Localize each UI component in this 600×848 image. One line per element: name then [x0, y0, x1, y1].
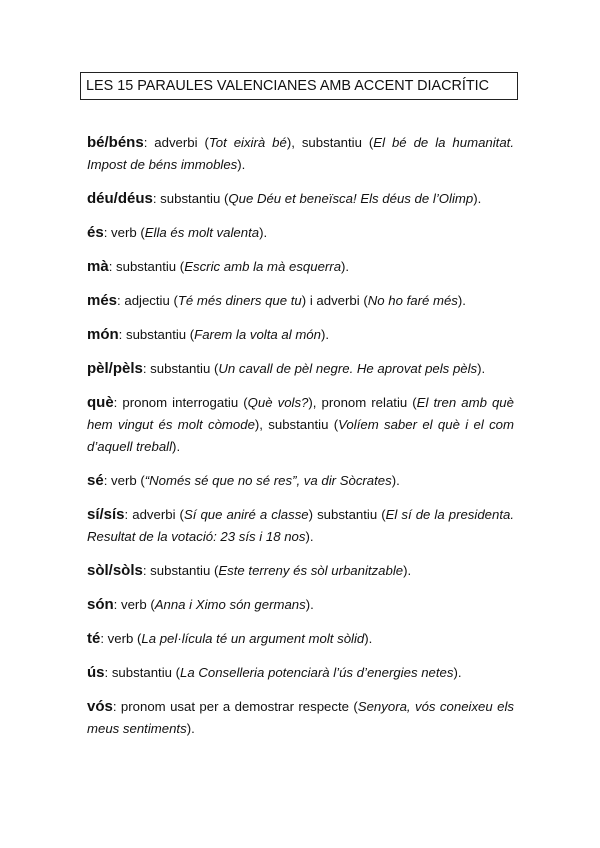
entry — [87, 696, 514, 740]
headword: sé — [87, 472, 104, 489]
example-text: “Només sé que no sé res”, va dir Sòcrates — [144, 473, 392, 488]
example-text: Tot eixirà bé — [208, 135, 287, 150]
definition-text: : substantiu ( — [152, 191, 229, 206]
definition-text: ). — [391, 473, 400, 488]
headword: bé/béns — [87, 134, 144, 151]
example-text: Té més diners que tu — [177, 293, 302, 308]
definition-text: : substantiu ( — [142, 563, 219, 578]
definition-text: : adverbi ( — [143, 135, 209, 150]
entry — [87, 358, 514, 380]
definition-text: : verb ( — [103, 473, 145, 488]
definition-text: : verb ( — [103, 225, 145, 240]
definition-text: : pronom usat per a demostrar respecte ( — [112, 699, 358, 714]
headword: món — [87, 326, 119, 343]
definition-text: ). — [473, 191, 482, 206]
entry — [87, 324, 514, 346]
headword: sòl/sòls — [87, 562, 143, 579]
example-text: El sí de la presidenta. Resultat de la votació: 23 sís i 18 nos — [87, 507, 514, 544]
headword: pèl/pèls — [87, 360, 143, 377]
definition-text: ), substantiu ( — [254, 417, 339, 432]
entry — [87, 222, 514, 244]
definition-text: ). — [341, 259, 350, 274]
entry — [87, 290, 514, 312]
example-text: Farem la volta al món — [194, 327, 321, 342]
definition-text: ). — [305, 597, 314, 612]
definition-text: : substantiu ( — [108, 259, 185, 274]
definition-text: ). — [477, 361, 486, 376]
definition-text: ). — [364, 631, 373, 646]
definition-text: ). — [457, 293, 466, 308]
example-text: Un cavall de pèl negre. He aprovat pels pèls — [218, 361, 478, 376]
example-text: Volíem saber el què i el com d’aquell treball — [87, 417, 514, 454]
entry — [87, 628, 514, 650]
headword: sí/sís — [87, 506, 125, 523]
example-text: Senyora, vós coneixeu els meus sentiments — [87, 699, 514, 736]
entry — [87, 594, 514, 616]
entry — [87, 132, 514, 176]
definition-text: : substantiu ( — [104, 665, 181, 680]
example-text: La Conselleria potenciarà l’ús d’energies netes — [180, 665, 454, 680]
definition-text: : verb ( — [113, 597, 155, 612]
headword: és — [87, 224, 104, 241]
definition-text: : adverbi ( — [124, 507, 184, 522]
entry — [87, 392, 514, 458]
headword: mà — [87, 258, 109, 275]
definition-text: ). — [453, 665, 462, 680]
headword: ús — [87, 664, 105, 681]
definition-text: ), pronom relatiu ( — [308, 395, 417, 410]
definition-text: ) substantiu ( — [308, 507, 386, 522]
example-text: No ho faré més — [367, 293, 458, 308]
definition-text: ). — [259, 225, 268, 240]
definition-text: ), substantiu ( — [286, 135, 374, 150]
entry — [87, 256, 514, 278]
headword: més — [87, 292, 118, 309]
definition-text: ). — [305, 529, 314, 544]
definition-text: ) i adverbi ( — [301, 293, 368, 308]
definition-text: : verb ( — [100, 631, 142, 646]
example-text: Sí que aniré a classe — [183, 507, 309, 522]
entry — [87, 470, 514, 492]
example-text: El tren amb què hem vingut és molt còmode — [87, 395, 514, 432]
definition-text: ). — [186, 721, 195, 736]
example-text: Este terreny és sòl urbanitzable — [218, 563, 404, 578]
headword: té — [87, 630, 101, 647]
headword: déu/déus — [87, 190, 153, 207]
headword: són — [87, 596, 114, 613]
example-text: La pel·lícula té un argument molt sòlid — [141, 631, 365, 646]
definition-text: : substantiu ( — [118, 327, 195, 342]
example-text: Escric amb la mà esquerra — [184, 259, 342, 274]
definition-text: ). — [403, 563, 412, 578]
definition-text: : substantiu ( — [142, 361, 219, 376]
definition-text: : pronom interrogatiu ( — [113, 395, 248, 410]
example-text: Què vols? — [247, 395, 309, 410]
example-text: Ella és molt valenta — [144, 225, 260, 240]
document-title: LES 15 PARAULES VALENCIANES AMB ACCENT DIACRÍTIC — [80, 72, 518, 100]
entry — [87, 560, 514, 582]
example-text: Anna i Ximo són germans — [154, 597, 306, 612]
entry — [87, 188, 514, 210]
entry — [87, 504, 514, 548]
example-text: Que Déu et beneïsca! Els déus de l’Olimp — [228, 191, 474, 206]
definition-text: : adjectiu ( — [117, 293, 178, 308]
entry-list — [87, 132, 514, 752]
headword: vós — [87, 698, 113, 715]
definition-text: ). — [320, 327, 330, 342]
entry — [87, 662, 514, 684]
definition-text: ). — [172, 439, 181, 454]
headword: què — [87, 394, 114, 411]
definition-text: ). — [237, 157, 246, 172]
example-text: El bé de la humanitat. Impost de béns immobles — [87, 135, 514, 172]
